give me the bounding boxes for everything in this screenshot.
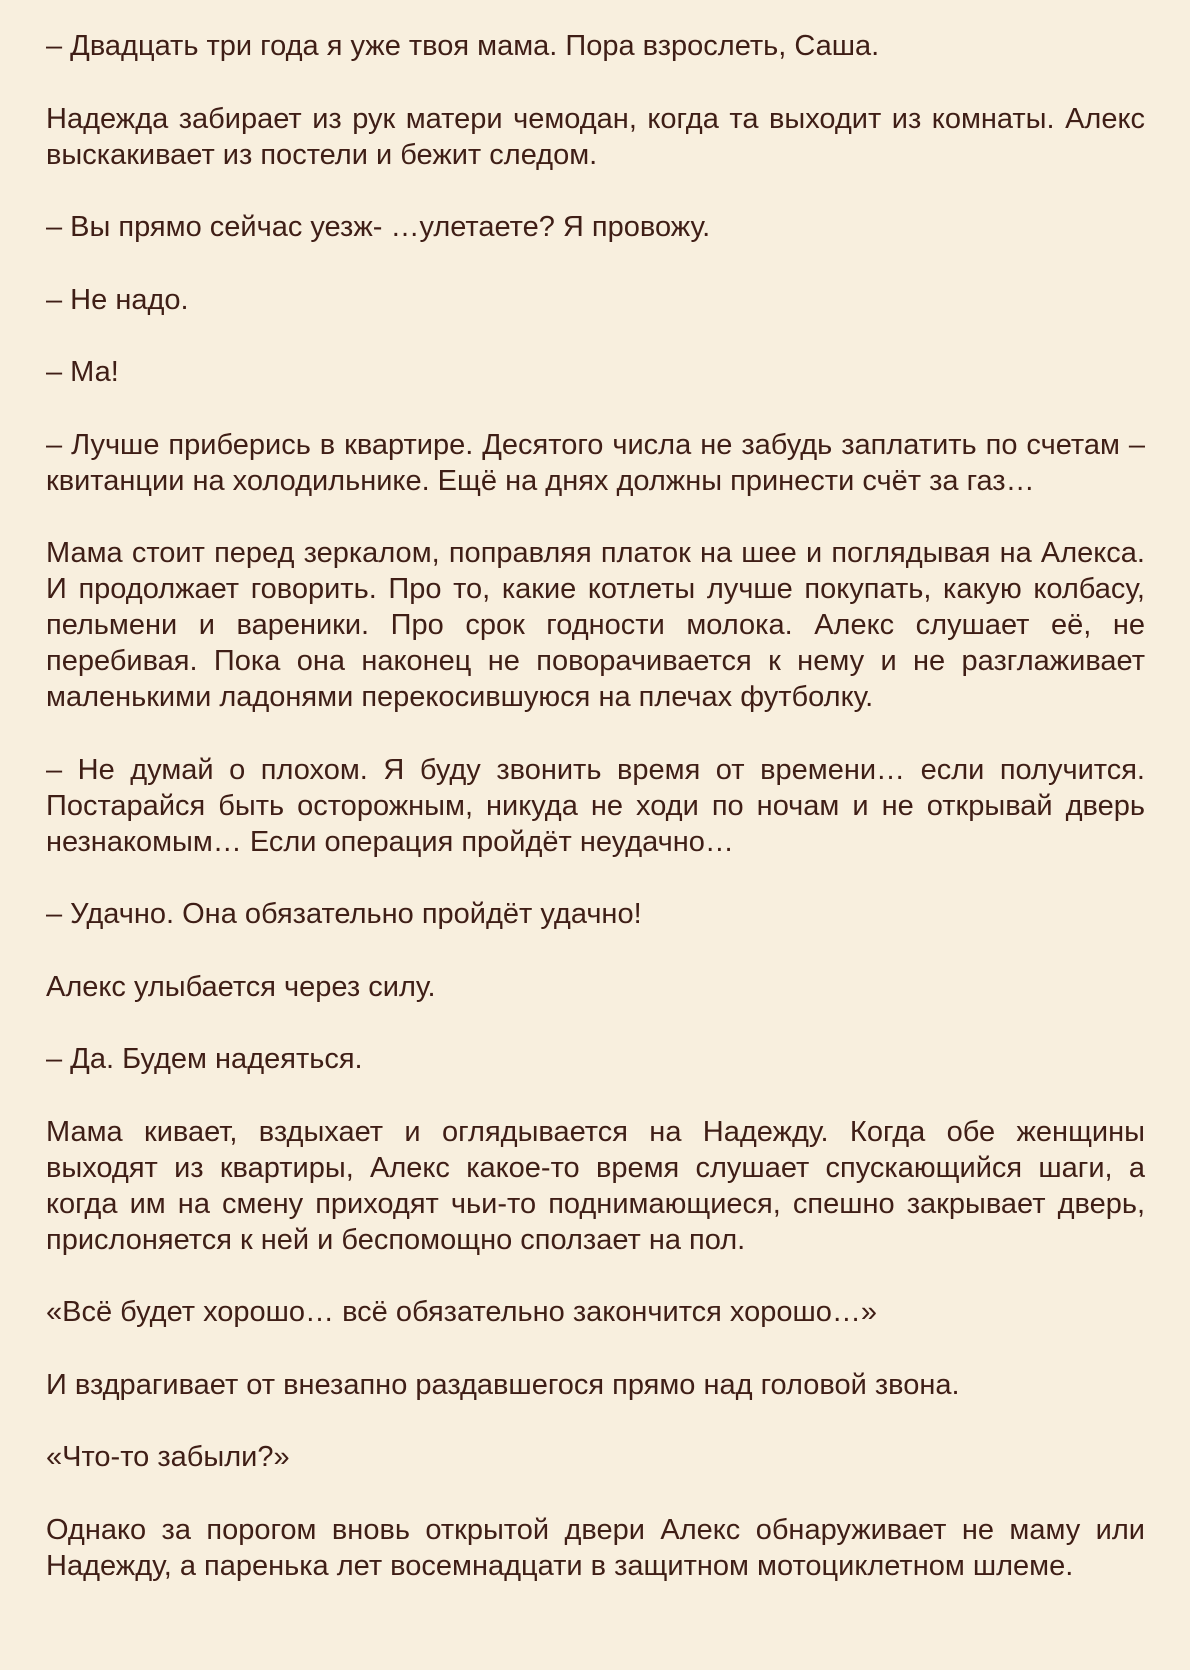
paragraph-5: – Ма! bbox=[46, 356, 119, 388]
paragraph-13: «Всё будет хорошо… всё обязательно закончится хорошо…» bbox=[46, 1296, 878, 1328]
paragraph-7: Мама стоит перед зеркалом, поправляя платок на шее и поглядывая на Алекса. И продолжает говорить. Про то, какие котлеты лучше покупать, какую колбасу, пельмени и вареники. Про срок годности молока. Алекс слушает её, не перебивая. Пока она наконец не поворачивается к нему и не разглаживает маленькими ладонями перекосившуюся на плечах футболку. bbox=[46, 537, 1145, 713]
paragraph-9: – Удачно. Она обязательно пройдёт удачно! bbox=[46, 898, 642, 930]
paragraph-10: Алекс улыбается через силу. bbox=[46, 970, 436, 1003]
paragraph-6: – Лучше приберись в квартире. Десятого числа не забудь заплатить по счетам – квитанции на холодильнике. Ещё на днях должны принести счёт за газ… bbox=[46, 428, 1145, 497]
paragraph-8: – Не думай о плохом. Я буду звонить время от времени… если получится. Постарайся быть осторожным, никуда не ходи по ночам и не открывай дверь незнакомым… Если операция пройдёт неудачно… bbox=[46, 753, 1145, 858]
paragraph-14: И вздрагивает от внезапно раздавшегося прямо над головой звона. bbox=[46, 1368, 960, 1401]
document-page bbox=[46, 28, 1145, 1620]
paragraph-2: Надежда забирает из рук матери чемодан, когда та выходит из комнаты. Алекс выскакивает из постели и бежит следом. bbox=[46, 102, 1145, 171]
paragraph-15: «Что-то забыли?» bbox=[46, 1441, 290, 1473]
paragraph-16: Однако за порогом вновь открытой двери Алекс обнаруживает не маму или Надежду, а паренька лет восемнадцати в защитном мотоциклетном шлеме. bbox=[46, 1513, 1145, 1582]
paragraph-11: – Да. Будем надеяться. bbox=[46, 1043, 363, 1075]
paragraph-12: Мама кивает, вздыхает и оглядывается на Надежду. Когда обе женщины выходят из квартиры, Алекс какое-то время слушает спускающийся шаги, а когда им на смену приходят чьи-то поднимающиеся, спешно закрывает дверь, прислоняется к ней и беспомощно сползает на пол. bbox=[46, 1115, 1145, 1256]
paragraph-4: – Не надо. bbox=[46, 283, 189, 316]
paragraph-1: – Двадцать три года я уже твоя мама. Пора взрослеть, Саша. bbox=[46, 30, 880, 62]
paragraph-3: – Вы прямо сейчас уезж- …улетаете? Я провожу. bbox=[46, 211, 711, 243]
